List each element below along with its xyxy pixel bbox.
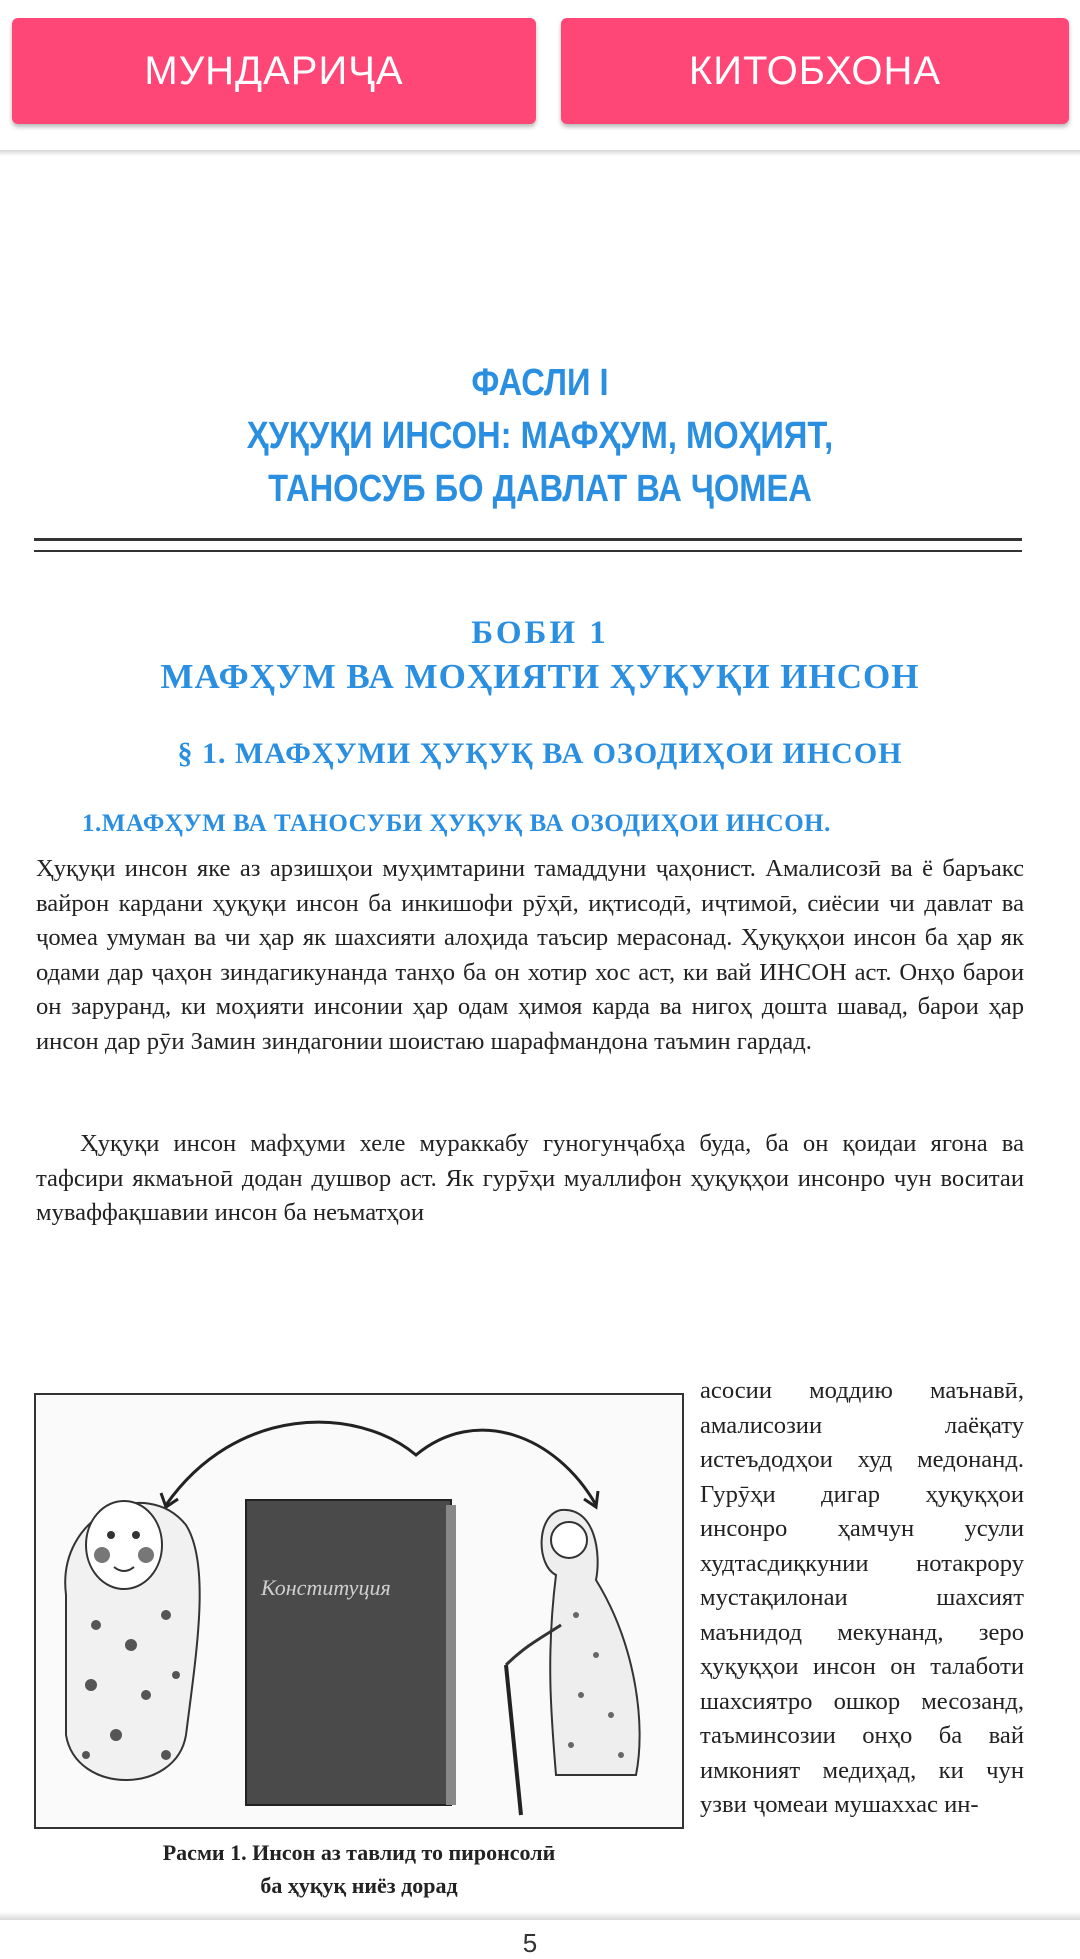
figure-caption-line: Расми 1. Инсон аз тавлид то пиронсолӣ <box>162 1840 556 1865</box>
body-paragraph-1: Ҳуқуқи инсон яке аз арзишҳои муҳимтарини тамаддуни ҷаҳонист. Амалисозӣ ва ё баръакс вайрон кардани ҳуқуқи инсон ба инкишофи рӯҳӣ, иқтисодӣ, иҷтимоӣ, сиёсии чи давлат ва ҷомеа умуман ва чи ҳар як шахсияти алоҳида таъсир мерасонад. Ҳуқуқҳои инсон ба ҳар як одами дар ҷаҳон зиндагикунанда танҳо ба он хотир хос аст, ки вай ИНСОН аст. Онҳо барои он заруранд, ки моҳияти инсонии ҳар одам ҳимоя карда ва нигоҳ дошта шавад, барои ҳар инсон дар рӯи Замин зиндагонии шоистаю шарафмандона таъмин гардад. <box>36 855 1024 1055</box>
figure-caption-line: ба ҳуқуқ ниёз дорад <box>260 1873 458 1898</box>
double-rule-divider <box>34 538 1022 552</box>
chapter-heading <box>0 612 1080 700</box>
library-button[interactable]: КИТОБХОНА <box>561 18 1069 124</box>
page-edge-top <box>0 150 1080 156</box>
part-line: ТАНОСУБ БО ДАВЛАТ ВА ҶОМЕА <box>268 468 812 510</box>
book-page[interactable] <box>0 150 1080 1958</box>
chapter-title: МАФҲУМ ВА МОҲИЯТИ ҲУҚУҚИ ИНСОН <box>160 657 920 696</box>
figure-illustration <box>34 1393 684 1829</box>
body-paragraph-2: Ҳуқуқи инсон мафҳуми хеле мураккабу гуногунҷабҳа буда, ба он қоидаи ягона ва тафсири якмаъноӣ додан душвор аст. Як гурӯҳи муаллифон ҳуқуқҳои инсонро чун воситаи муваффақшавии инсон ба неъматҳои <box>36 1130 1024 1226</box>
section-title: § 1. МАФҲУМИ ҲУҚУҚ ВА ОЗОДИҲОИ ИНСОН <box>177 737 903 770</box>
page-edge-bottom <box>0 1912 1080 1920</box>
top-toolbar <box>0 0 1080 150</box>
subsection-title: 1.МАФҲУМ ВА ТАНОСУБИ ҲУҚУҚ ВА ОЗОДИҲОИ ИНСОН. <box>82 810 831 837</box>
part-line: ҲУҚУҚИ ИНСОН: МАФҲУМ, МОҲИЯТ, <box>246 415 834 457</box>
figure-book-label: Конституция <box>261 1575 391 1600</box>
part-heading <box>76 357 1005 516</box>
part-line: ФАСЛИ I <box>471 362 609 404</box>
wrapped-paragraph: асосии моддию маънавӣ, амалисозии лаёқату истеъдодҳои худ медонанд. Гурӯҳи дигар ҳуқуқҳои инсонро ҳамчун усули худтасдиқкунии нотакрору мустақилонаи шахсият маънидод мекунанд, зеро ҳуқуқҳои инсон он талаботи шахсиятро ошкор месозанд, таъминсозии онҳо ба вай имконият медиҳад, ки чун узви ҷомеаи мушаххас ин- <box>700 1377 1024 1818</box>
figure-drawing <box>36 1395 682 1827</box>
figure-caption <box>34 1836 684 1902</box>
chapter-number: БОБИ 1 <box>471 615 609 651</box>
page-number: 5 <box>522 1928 538 1958</box>
contents-button[interactable]: МУНДАРИҶА <box>12 18 536 124</box>
